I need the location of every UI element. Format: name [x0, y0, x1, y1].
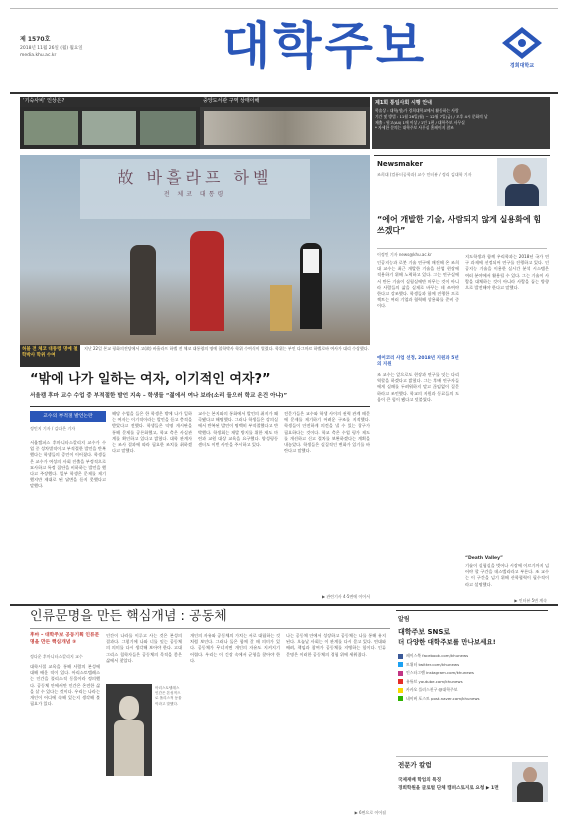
library-photo [204, 111, 366, 145]
notice-box [372, 97, 550, 149]
instagram-icon [398, 671, 403, 676]
masthead-rule [10, 92, 558, 94]
humanity-continued[interactable]: ▶ 6면으로 이어짐 [354, 810, 386, 815]
sns-link[interactable]: 유튜브 youtube.com/khunews [398, 678, 548, 687]
statue-caption: 아리스토텔레스 인간은 본성적으로 폴리스적 동물이라고 말했다. [155, 686, 182, 706]
preview-image [82, 111, 136, 145]
feature-byline: 정민지 기자 / 김다은 기자 [30, 426, 76, 431]
sns-link[interactable]: 네이버 포스트 post.naver.com/khunews [398, 695, 548, 704]
section-rule [10, 604, 558, 606]
feature-box-label: 교수의 부적절 발언논란 [30, 411, 106, 422]
issue-date: 2018년 11월 26일 (월) 월요일 [20, 46, 83, 51]
caption-body: 지난 22일 본교 평화의전당에서 고(故) 바흘라프 하벨 전 체코 대통령의 명예 철학박사 학위 수여식이 열렸다. 학위는 부인 다그마르 하벨로바 여사가 대리 수상했다. [84, 346, 369, 351]
notice-line: 학술상 : 대학(생)가 경희대학교에서 활동하는 사람 [375, 108, 459, 113]
sns-link[interactable]: 인스타그램 instagram.com/khunews [398, 669, 548, 678]
facebook-icon [398, 654, 403, 659]
school-label: 경희대학교 [509, 63, 535, 69]
youtube-icon [398, 679, 403, 684]
column-title: 전문가 칼럼 [398, 761, 432, 769]
sns-link[interactable]: 페이스북 facebook.com/khunews [398, 652, 548, 661]
humanity-col-3: 개인의 자유와 공동체의 가치는 서로 대립하는 것처럼 보인다. 그러나 둘은 함께 갈 때 의미가 있다. 공동체가 무너지면 개인의 자유도 지켜지기 어렵다. 우리는 이 긴장 속에서 균형을 찾아야 한다. [190, 633, 280, 663]
newsmaker-byline: 이정민 기자 news@khu.ac.kr [377, 252, 432, 257]
divider [377, 248, 547, 249]
issue-info [20, 34, 130, 58]
banner-subtitle: 전 체코 대통령 [163, 191, 227, 198]
feature-continued[interactable]: ▶ 관련기사 4·5면에 이어서 [321, 594, 370, 599]
feature-rule [30, 406, 370, 407]
notice-line: 기간 및 방법 : 11월 26일(월) ~ 12월 7일(금) / 오후 4시 문화의 날 [375, 113, 488, 119]
person-figure [303, 249, 319, 273]
newsmaker-rule [374, 155, 550, 156]
humanity-box-title: 후마 – 대학주보 공동기획 인류문명을 만든 핵심개념 ⑤ [30, 633, 100, 645]
university-seal-icon [500, 26, 544, 66]
sidebar-rule [396, 610, 548, 611]
humanity-byline: 정다운 후마니타스칼리지 교수 [30, 654, 83, 659]
humanity-col-2: 인간이 나라를 이루고 사는 것은 본성의 결과다. 그렇기에 나와 너를 잇는 공동체의 의미를 다시 생각해 보아야 한다. 고대 그리스 철학자들은 공동체의 목적을 좋은 삶에서 찾았다. [106, 633, 182, 663]
preview-image [24, 111, 78, 145]
statue-photo [106, 684, 152, 776]
newsmaker-col2b: 기술이 실험실을 벗어나 시장에 이르기까지 넘어야 할 구간을 데스밸리라고 부른다. 조 교수는 이 구간을 넘기 위해 산학협력이 필수적이라고 설명했다. [465, 563, 549, 587]
face [513, 164, 531, 184]
humanity-col-4: 나는 공동체 안에서 성장하고 공동체는 나를 통해 유지된다. 오늘날 사회는 이 관계를 다시 묻고 있다. 연대와 배려, 책임과 참여가 공동체를 지탱하는 힘이다. 인류 문명은 이러한 공동체의 경험 위에 세워졌다. [286, 633, 386, 657]
sns-link-list [398, 652, 548, 703]
sidebar-divider [396, 756, 548, 757]
newsmaker-body: 인공지능과 로봇 기술 연구에 매진해 온 조희대 교수는 최근 개발한 기술을 산업 현장에 적용하기 위해 노력하고 있다. 그는 연구실에서 만든 기술이 실험실에만 머무는 것이 아니라 사람들의 삶을 실제로 바꾸는 데 쓰여야 한다고 강조했다. 학생들과 함께 진행한 프로젝트는 여러 기업과 협력해 상용화를 준비 중이다. [377, 260, 459, 309]
sns-link[interactable]: 카카오 플러스친구 @대학주보 [398, 686, 548, 695]
chair [270, 285, 292, 331]
humanity-rule [30, 628, 390, 629]
twitter-icon [398, 662, 403, 667]
sns-title-2: 더 다양한 대학주보를 만나보세요! [398, 638, 496, 646]
newsmaker-section: Newsmaker [377, 160, 423, 168]
humanity-headline: 인류문명을 만든 핵심개념 : 공동체 [30, 609, 227, 624]
naver-icon [398, 696, 403, 701]
person-figure [130, 245, 156, 335]
columnist-photo [512, 762, 548, 802]
top-rule [10, 8, 558, 9]
kakao-icon [398, 688, 403, 693]
column-line-1: 국제재배 학업의 특징 [398, 778, 442, 783]
death-valley-label: “Death Valley” [465, 556, 504, 561]
newsmaker-intro: 조희대 (컴퓨터공학과) 교수 인터뷰 / 정리 김대학 기자 [377, 172, 472, 177]
column-line-2[interactable]: 경희학원을 글로벌 단체 캠퍼스토지로 요청 ▶ 1면 [398, 786, 499, 791]
sidebar-label: 알림 [398, 616, 410, 623]
interviewee-photo [497, 158, 547, 206]
preview-box-1[interactable] [20, 97, 200, 149]
feature-col-1: 서울캠퍼스 후마니타스칼리지 교수가 수업 중 성차별적이고 부적절한 발언을 반복했다는 학생들의 증언이 이어졌다. 학생들은 교수가 여성의 사회 진출을 부정적으로 묘사하고 특정 집단을 비하하는 발언을 했다고 주장했다. 일부 학생은 문제를 제기했지만 제대로 된 답변을 듣지 못했다고 말했다. [30, 440, 106, 489]
suit [517, 782, 543, 802]
statue-body [114, 720, 144, 776]
suit [505, 184, 539, 206]
sns-title-1: 대학주보 SNS로 [398, 628, 451, 636]
caption-title: 허블 전 체코 대통령 명예 철학박사 학위 수여 [22, 347, 78, 358]
sns-link[interactable]: 트위터 twitter.com/khunews [398, 661, 548, 670]
newsmaker-body2: 조 교수는 앞으로도 현장과 연구를 잇는 다리 역할을 하겠다고 밝혔다. 그는 후배 연구자들에게 실패를 두려워하지 말고 끊임없이 질문하라고 조언했다. 학교의 지원과 동료들의 도움이 큰 힘이 됐다고 덧붙였다. [377, 372, 459, 402]
feature-col-2: 해당 수업을 들은 한 학생은 밖에 나가 일하는 여자는 이기적이라는 발언을 듣고 충격을 받았다고 전했다. 학생들은 익명 게시판을 통해 문제를 공론화했고, 학교 측은 사실관계를 확인하고 있다고 밝혔다. 대학 관계자는 조사 결과에 따라 필요한 조치를 취하겠다고 말했다. [112, 411, 192, 454]
statue-head [119, 696, 139, 720]
banner-title: 故 바흘라프 하벨 [117, 168, 273, 187]
humanity-col-1: 대학시절 교육을 통해 사람의 본성에 대해 배운 적이 있다. 아리스토텔레스는 인간을 폴리스적 동물이라 정의했다. 공동체 안에서만 인간은 온전한 삶을 살 수 있다는 것이다. 우리는 나라는 개인이 어디에 속해 있는지 생각해 볼 필요가 있다. [30, 664, 100, 707]
notice-line: * 자세한 문의는 대학주보 사무실 홈페이지 참조 [375, 125, 454, 131]
newsmaker-continued[interactable]: ▶ 인터뷰 5면 계속 [514, 598, 547, 603]
newsmaker-quote: 에어코리 사업 선정, 2018년 지원과 5년의 지원 [377, 356, 459, 367]
feature-col-4: 전문가들은 교수와 학생 사이의 권력 관계 때문에 문제를 제기하기 어려운 구조를 지적했다. 학생들이 안전하게 의견을 낼 수 있는 창구가 필요하다는 것이다. 학교 측은 수업 평가 제도를 개선하고 신고 절차를 보완하겠다는 계획을 내놓았다. 학생들은 실질적인 변화가 있기를 바란다고 말했다. [284, 411, 370, 454]
notice-title: 제1회 통일사회 시행 안내 [375, 100, 433, 106]
preview-label-2: 중앙도서관 구역 상태이해 [200, 97, 370, 107]
website-link[interactable]: media.khu.ac.kr [20, 53, 57, 58]
preview-label-1: ‘기숙사비’ 인상은? [20, 97, 200, 107]
face [523, 767, 537, 783]
notice-line: 제출 : 원고(A4) 1매 이상 / 1인 1편 / 대학주보 사무실 [375, 119, 465, 125]
issue-number: 제 1570호 [20, 36, 51, 43]
newspaper-title: 대학주보 [222, 17, 428, 75]
person-figure [190, 231, 224, 331]
feature-col-3: 교수는 본지와의 통화에서 발언의 취지가 왜곡됐다고 해명했다. 그러나 학생들은 강의실에서 반복된 발언이 명백히 부적절했다고 반박했다. 학생회는 재발 방지를 위한 제도 마련과 교원 대상 교육을 요구했다. 양성평등센터도 이번 사안을 주시하고 있다. [198, 411, 278, 448]
feature-headline: “밖에 나가 일하는 여자, 이기적인 여자?” [30, 372, 271, 387]
hero-photo [20, 155, 370, 345]
preview-image [140, 111, 196, 145]
preview-box-2[interactable] [200, 97, 370, 149]
newsmaker-headline: “에어 개발한 기술, 사람되지 않게 실용화에 힘쓰겠다” [377, 215, 542, 235]
feature-subhead: 서울캠 후마 교수 수업 중 부적절한 발언 지속 – 학생들 “젊에서 여나 보라(소리 들으러 학교 온건 아냐)” [30, 393, 288, 399]
newsmaker-col2: 지도학생과 함께 우리학과는 2018년 국가 연구 과제에 선정되어 연구를 진행하고 있다. 인공지능 기술을 이용한 실시간 분석 시스템은 여러 분야에서 활용될 수 있다. 그는 기술이 사람을 대체하는 것이 아니라 사람을 돕는 방향으로 발전해야 한다고 말했다. [465, 254, 549, 291]
